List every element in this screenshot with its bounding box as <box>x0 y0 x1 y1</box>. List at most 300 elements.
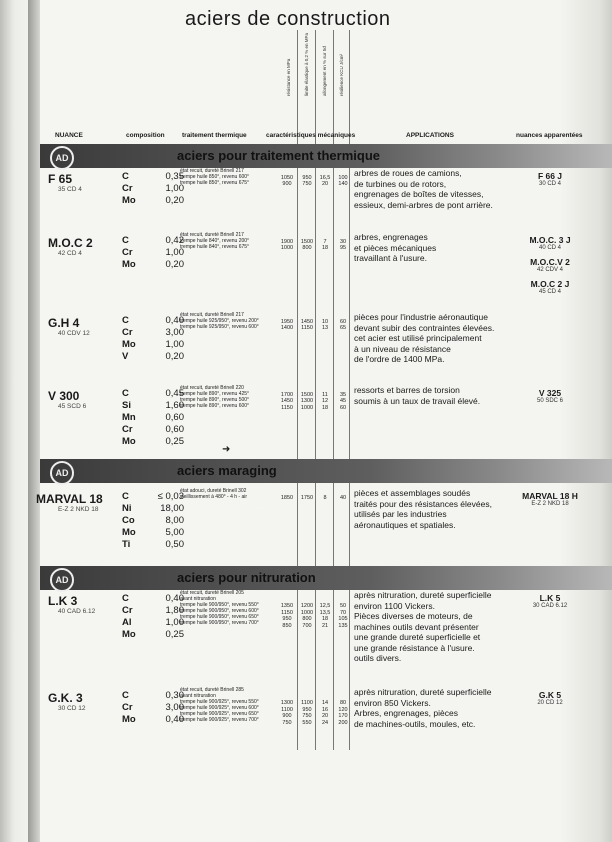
application-line: de turbines ou de rotors, <box>354 178 447 189</box>
element-symbol: Cr <box>122 702 133 713</box>
element-symbol: Mo <box>122 629 136 640</box>
section-title: aciers maraging <box>177 463 277 478</box>
mechanical-value: 1450 <box>300 318 314 325</box>
application-line: machines outils devant présenter <box>354 621 479 632</box>
element-percent: 0,30 <box>165 690 184 701</box>
element-symbol: Mn <box>122 412 136 423</box>
element-percent: 0,42 <box>165 235 184 246</box>
grade-name: V 300 <box>48 389 80 403</box>
element-symbol: C <box>122 593 129 604</box>
element-symbol: C <box>122 315 129 326</box>
mechanical-value: 1000 <box>280 245 294 251</box>
mechanical-value: 1150 <box>281 404 293 411</box>
element-symbol: Mo <box>122 195 136 206</box>
application-line: environ 850 Vickers. <box>354 697 431 708</box>
mechanical-value: 1100 <box>301 700 313 706</box>
treatment-line: trempe huile 840°, revenu 675° <box>180 244 250 250</box>
element-percent: 5,00 <box>165 527 184 538</box>
mechanical-value: 170 <box>338 713 348 719</box>
element-symbol: C <box>122 388 129 399</box>
element-percent: 0,45 <box>165 388 184 399</box>
application-line: pièces pour l'industrie aéronautique <box>354 312 488 322</box>
composition-list <box>122 315 184 363</box>
treatment-line: état recuit, dureté Brinell 220 <box>180 385 244 391</box>
application-line: soumis à un taux de travail élevé. <box>354 395 481 406</box>
mechanical-values <box>316 232 334 252</box>
element-percent: 0,50 <box>165 539 184 550</box>
treatment-line: état recuit, dureté Brinell 217 <box>180 168 244 174</box>
applications-text <box>354 687 492 729</box>
element-percent: 18,00 <box>160 503 184 514</box>
mechanical-value: 16 <box>321 706 329 713</box>
related-grade-name: G.K 5 <box>538 690 562 700</box>
mechanical-value: 120 <box>338 706 348 713</box>
mechanical-value: 20 <box>321 181 329 187</box>
application-line: après nitruration, dureté superficielle <box>354 590 492 600</box>
grade-name: G.H 4 <box>48 316 80 330</box>
mechanical-values <box>298 488 316 501</box>
mechanical-value: 950 <box>282 616 292 622</box>
mechanical-header: résilience KCU J/cm² <box>339 53 344 96</box>
element-symbol: Mo <box>122 339 136 350</box>
mechanical-value: 13 <box>321 325 329 331</box>
grade-name: F 65 <box>48 172 73 186</box>
element-symbol: Mo <box>122 527 136 538</box>
element-percent: 0,20 <box>165 195 184 206</box>
element-symbol: Cr <box>122 605 133 616</box>
related-grade-designation: 30 CD 4 <box>538 181 561 187</box>
application-line: ressorts et barres de torsion <box>354 385 460 395</box>
application-line: outils divers. <box>354 653 402 663</box>
element-symbol: Mo <box>122 436 136 447</box>
mechanical-values <box>278 168 296 188</box>
column-header-traitement: traitement thermique <box>182 132 247 139</box>
application-line: traités pour des résistances élevées, <box>354 498 492 509</box>
element-symbol: C <box>122 171 129 182</box>
treatment-line: trempe huile 850°, revenu 675° <box>180 180 250 186</box>
mechanical-values <box>334 687 352 726</box>
composition-row <box>122 171 184 183</box>
mechanical-values <box>298 590 316 629</box>
mechanical-value: 45 <box>339 398 347 404</box>
column-header-composition: composition <box>126 132 165 139</box>
element-percent: 1,80 <box>165 605 184 616</box>
composition-row <box>122 527 184 539</box>
composition-row <box>122 315 184 327</box>
mechanical-value: 1300 <box>300 398 314 404</box>
element-symbol: C <box>122 690 129 701</box>
element-percent: 0,60 <box>165 412 184 423</box>
applications-text <box>354 168 493 210</box>
mechanical-value: 1850 <box>280 494 294 501</box>
application-line: essieux, demi-arbres de pont arrière. <box>354 199 493 210</box>
composition-list <box>122 171 184 207</box>
related-grade <box>510 690 590 706</box>
application-line: cet acier est utilisé principalement <box>354 333 482 343</box>
mechanical-value: 18 <box>321 245 329 251</box>
mechanical-value: 1150 <box>281 609 293 616</box>
application-line: devant subir des contraintes élevées. <box>354 322 495 333</box>
grade-designation: 35 CD 4 <box>58 186 82 193</box>
composition-row <box>122 424 184 436</box>
mechanical-value: 80 <box>339 700 347 706</box>
mechanical-value: 1100 <box>281 706 293 713</box>
element-symbol: Al <box>122 617 132 628</box>
treatment-line: état recuit, dureté Brinell 217 <box>180 312 244 318</box>
element-percent: 0,20 <box>165 259 184 270</box>
mechanical-values <box>278 232 296 252</box>
mechanical-value: 1150 <box>301 325 313 331</box>
treatment-line: état adouci, dureté Brinell 302 <box>180 488 247 494</box>
treatment-line: état recuit, dureté Brinell 205 <box>180 590 244 596</box>
section-band <box>40 144 612 168</box>
mechanical-value: 18 <box>321 616 329 622</box>
mechanical-value: 140 <box>338 181 348 187</box>
mechanical-value: 1500 <box>300 238 314 245</box>
grade-name: L.K 3 <box>48 594 78 608</box>
treatment-line: trempe huile 900/950°, revenu 700° <box>180 620 259 626</box>
treatment-line: trempe huile 900/950°, revenu 600° <box>180 608 259 614</box>
mechanical-value: 750 <box>282 719 292 726</box>
treatment-line: trempe huile 900/925°, revenu 600° <box>180 705 259 711</box>
element-percent: 1,00 <box>165 183 184 194</box>
composition-row <box>122 714 184 726</box>
mechanical-values <box>334 232 352 252</box>
mechanical-values <box>334 312 352 332</box>
related-grade <box>510 279 590 295</box>
mechanical-value: 20 <box>321 713 329 719</box>
mechanical-value: 30 <box>339 238 347 245</box>
heat-treatment <box>180 488 247 500</box>
mechanical-header: limite élastique à 0,2 % en MPa <box>304 32 309 96</box>
treatment-line: avant nitruration <box>180 693 216 699</box>
mechanical-value: 900 <box>282 181 292 187</box>
treatment-line: trempe huile 900/950°, revenu 550° <box>180 602 259 608</box>
mechanical-value: 35 <box>339 391 347 398</box>
related-grade-designation: 30 CAD 6.12 <box>532 603 568 609</box>
composition-row <box>122 327 184 339</box>
grade-name: G.K. 3 <box>48 691 83 705</box>
treatment-line: trempe huile 840°, revenu 200° <box>180 238 250 244</box>
applications-text <box>354 590 492 664</box>
related-grade-name: M.O.C.V 2 <box>530 257 570 267</box>
element-symbol: V <box>122 351 129 362</box>
mechanical-value: 850 <box>282 622 292 629</box>
treatment-line: trempe huile 850°, revenu 600° <box>180 174 250 180</box>
element-symbol: Mo <box>122 714 136 725</box>
composition-list <box>122 593 184 641</box>
composition-row <box>122 247 184 259</box>
heat-treatment <box>180 312 259 330</box>
mechanical-value: 900 <box>282 713 292 719</box>
related-grade <box>510 593 590 609</box>
mechanical-values <box>316 168 334 188</box>
heat-treatment <box>180 687 259 723</box>
element-symbol: C <box>122 235 129 246</box>
element-percent: ≤ 0,03 <box>157 491 184 502</box>
related-grade-name: M.O.C 2 J <box>530 279 570 289</box>
grade-designation: 45 SCD 6 <box>58 403 87 410</box>
mechanical-value: 60 <box>339 318 347 325</box>
section-title: aciers pour traitement thermique <box>177 148 380 163</box>
composition-row <box>122 629 184 641</box>
element-percent: 0,60 <box>165 424 184 435</box>
composition-row <box>122 491 184 503</box>
mechanical-values <box>278 385 296 411</box>
related-grade-designation: 20 CD 12 <box>537 700 563 706</box>
composition-list <box>122 388 184 448</box>
mechanical-values <box>316 385 334 411</box>
mechanical-value: 1450 <box>280 398 294 404</box>
composition-row <box>122 351 184 363</box>
column-header-apparentees: nuances apparentées <box>516 132 583 139</box>
element-symbol: Ti <box>122 539 131 550</box>
grade-name: M.O.C 2 <box>48 236 93 250</box>
element-symbol: Cr <box>122 327 133 338</box>
related-grade <box>510 235 590 251</box>
mechanical-value: 13,5 <box>319 609 331 616</box>
mechanical-values <box>278 312 296 332</box>
mechanical-value: 10 <box>321 318 329 325</box>
mechanical-value: 550 <box>302 719 312 726</box>
mechanical-value: 1200 <box>300 603 314 609</box>
mechanical-value: 750 <box>302 713 312 719</box>
mechanical-value: 65 <box>339 325 347 331</box>
mechanical-values <box>278 488 296 501</box>
mechanical-value: 12 <box>321 398 329 404</box>
element-percent: 0,25 <box>165 436 184 447</box>
mechanical-value: 1350 <box>280 603 294 609</box>
related-grade-name: MARVAL 18 H <box>522 491 578 501</box>
mechanical-value: 1750 <box>300 494 314 501</box>
application-line: une grande résistance à l'usure. <box>354 642 475 653</box>
mechanical-values <box>298 168 316 188</box>
mechanical-value: 1050 <box>280 174 294 181</box>
applications-text <box>354 385 480 406</box>
mechanical-value: 800 <box>302 245 312 251</box>
related-grade-name: F 66 J <box>537 171 563 181</box>
application-line: environ 1100 Vickers. <box>354 600 435 611</box>
application-line: après nitruration, dureté superficielle <box>354 687 492 697</box>
grade-name: MARVAL 18 <box>36 492 103 506</box>
composition-row <box>122 539 184 551</box>
composition-row <box>122 690 184 702</box>
element-percent: 8,00 <box>165 515 184 526</box>
mechanical-values <box>278 590 296 629</box>
page-title: aciers de construction <box>185 8 391 30</box>
element-percent: 1,60 <box>165 400 184 411</box>
related-grade-name: M.O.C. 3 J <box>529 235 571 245</box>
composition-row <box>122 593 184 605</box>
application-line: à un niveau de résistance <box>354 343 451 354</box>
binding-shadow <box>28 0 40 842</box>
application-line: engrenages de boîtes de vitesses, <box>354 189 484 199</box>
mechanical-values <box>316 590 334 629</box>
mechanical-value: 7 <box>323 238 327 245</box>
treatment-line: avant nitruration <box>180 596 216 602</box>
column-header-mecaniques: caractéristiques mécaniques <box>266 132 356 139</box>
mechanical-value: 16,5 <box>319 174 331 181</box>
pencil-mark-icon: ➜ <box>222 444 231 455</box>
treatment-line: état recuit, dureté Brinell 217 <box>180 232 244 238</box>
mechanical-value: 100 <box>338 174 348 181</box>
element-percent: 1,00 <box>165 339 184 350</box>
element-symbol: Cr <box>122 424 133 435</box>
ad-logo: AD <box>50 146 74 170</box>
composition-row <box>122 436 184 448</box>
mechanical-header: allongement en % sur 5d <box>322 46 327 96</box>
mechanical-values <box>316 687 334 726</box>
element-percent: 0,20 <box>165 351 184 362</box>
element-percent: 0,40 <box>165 315 184 326</box>
section-band <box>40 566 612 590</box>
related-grade-designation: 45 CD 4 <box>538 289 561 295</box>
related-grade <box>510 257 590 273</box>
mechanical-values <box>298 232 316 252</box>
application-line: de machines-outils, moules, etc. <box>354 718 476 729</box>
composition-row <box>122 605 184 617</box>
related-grade <box>510 491 590 507</box>
mechanical-values <box>278 687 296 726</box>
related-grade-designation: 50 SDC 6 <box>536 398 563 404</box>
treatment-line: vieillissement à 480° - 4 h - air <box>180 494 248 500</box>
treatment-line: trempe huile 900/925°, revenu 650° <box>180 711 259 717</box>
mechanical-value: 24 <box>321 719 329 726</box>
element-symbol: Si <box>122 400 131 411</box>
mechanical-value: 1500 <box>300 391 314 398</box>
composition-row <box>122 259 184 271</box>
related-grade-name: V 325 <box>538 388 562 398</box>
composition-list <box>122 235 184 271</box>
mechanical-values <box>316 488 334 501</box>
composition-row <box>122 183 184 195</box>
element-percent: 0,40 <box>165 593 184 604</box>
mechanical-value: 1000 <box>300 609 314 616</box>
treatment-line: trempe huile 890°, revenu 600° <box>180 403 250 409</box>
mechanical-value: 8 <box>323 494 327 501</box>
mechanical-value: 800 <box>302 616 312 622</box>
mechanical-value: 1700 <box>280 391 294 398</box>
column-header-applications: APPLICATIONS <box>406 132 454 139</box>
mechanical-value: 21 <box>321 622 329 629</box>
mechanical-value: 12,5 <box>319 603 331 609</box>
treatment-line: trempe huile 900/925°, revenu 700° <box>180 717 259 723</box>
element-symbol: Co <box>122 515 135 526</box>
application-line: arbres, engrenages <box>354 232 428 242</box>
composition-row <box>122 339 184 351</box>
related-grade-name: L.K 5 <box>539 593 561 603</box>
mechanical-value: 1950 <box>280 318 294 325</box>
mechanical-value: 11 <box>322 391 328 398</box>
heat-treatment <box>180 232 249 250</box>
element-percent: 1,00 <box>165 617 184 628</box>
mechanical-values <box>298 385 316 411</box>
treatment-line: trempe huile 890°, revenu 500° <box>180 397 250 403</box>
section-band <box>40 459 612 483</box>
mechanical-value: 95 <box>339 245 347 251</box>
mechanical-value: 70 <box>339 609 347 616</box>
mechanical-values <box>316 312 334 332</box>
mechanical-values <box>334 590 352 629</box>
related-grade-designation: E-Z 2 NKD 18 <box>531 501 569 507</box>
mechanical-value: 105 <box>338 616 348 622</box>
mechanical-values <box>298 312 316 332</box>
related-grade <box>510 171 590 187</box>
application-line: Arbres, engrenages, pièces <box>354 708 458 718</box>
element-percent: 0,40 <box>165 714 184 725</box>
application-line: travaillant à l'usure. <box>354 253 427 263</box>
grade-designation: 42 CD 4 <box>58 250 82 257</box>
element-symbol: Mo <box>122 259 136 270</box>
composition-row <box>122 412 184 424</box>
treatment-line: état recuit, dureté Brinell 285 <box>180 687 244 693</box>
heat-treatment <box>180 385 249 409</box>
related-grade <box>510 388 590 404</box>
composition-list <box>122 491 184 551</box>
application-line: de l'ordre de 1400 MPa. <box>354 354 445 364</box>
composition-row <box>122 388 184 400</box>
mechanical-values <box>334 488 352 501</box>
mechanical-value: 1000 <box>300 404 314 411</box>
mechanical-value: 40 <box>339 494 347 501</box>
treatment-line: trempe huile 925/950°, revenu 600° <box>180 324 259 330</box>
application-line: et pièces mécaniques <box>354 242 437 253</box>
composition-row <box>122 235 184 247</box>
ad-logo: AD <box>50 461 74 485</box>
grade-designation: 40 CDV 12 <box>58 330 90 337</box>
mechanical-header: résistance en MPa <box>286 58 291 96</box>
treatment-line: trempe huile 900/950°, revenu 650° <box>180 614 259 620</box>
mechanical-value: 700 <box>302 622 312 629</box>
composition-row <box>122 400 184 412</box>
mechanical-value: 950 <box>302 706 312 713</box>
mechanical-values <box>298 687 316 726</box>
application-line: pièces et assemblages soudés <box>354 488 471 498</box>
mechanical-value: 950 <box>302 174 312 181</box>
related-grade-designation: 40 CD 4 <box>538 245 561 251</box>
mechanical-value: 1400 <box>280 325 294 331</box>
composition-row <box>122 702 184 714</box>
treatment-line: trempe huile 900/925°, revenu 550° <box>180 699 259 705</box>
mechanical-value: 1300 <box>280 700 294 706</box>
mechanical-values <box>334 168 352 188</box>
application-line: utilisés par les industries <box>354 509 447 519</box>
element-symbol: Cr <box>122 247 133 258</box>
mechanical-value: 200 <box>338 719 348 726</box>
ad-logo: AD <box>50 568 74 592</box>
grade-designation: E-Z 2 NKD 18 <box>58 506 99 513</box>
element-symbol: Ni <box>122 503 132 514</box>
composition-row <box>122 195 184 207</box>
element-percent: 3,00 <box>165 327 184 338</box>
heat-treatment <box>180 590 259 626</box>
mechanical-value: 1900 <box>280 238 294 245</box>
composition-list <box>122 690 184 726</box>
mechanical-value: 18 <box>321 404 329 411</box>
application-line: une grande dureté superficielle et <box>354 632 481 642</box>
applications-text <box>354 232 436 264</box>
applications-text <box>354 488 492 530</box>
element-symbol: C <box>122 491 129 502</box>
application-line: aéronautiques et spatiales. <box>354 519 456 530</box>
composition-row <box>122 617 184 629</box>
applications-text <box>354 312 494 365</box>
mechanical-value: 50 <box>339 603 347 609</box>
composition-row <box>122 515 184 527</box>
grade-designation: 40 CAD 6.12 <box>58 608 96 615</box>
heat-treatment <box>180 168 249 186</box>
mechanical-value: 135 <box>338 622 348 629</box>
